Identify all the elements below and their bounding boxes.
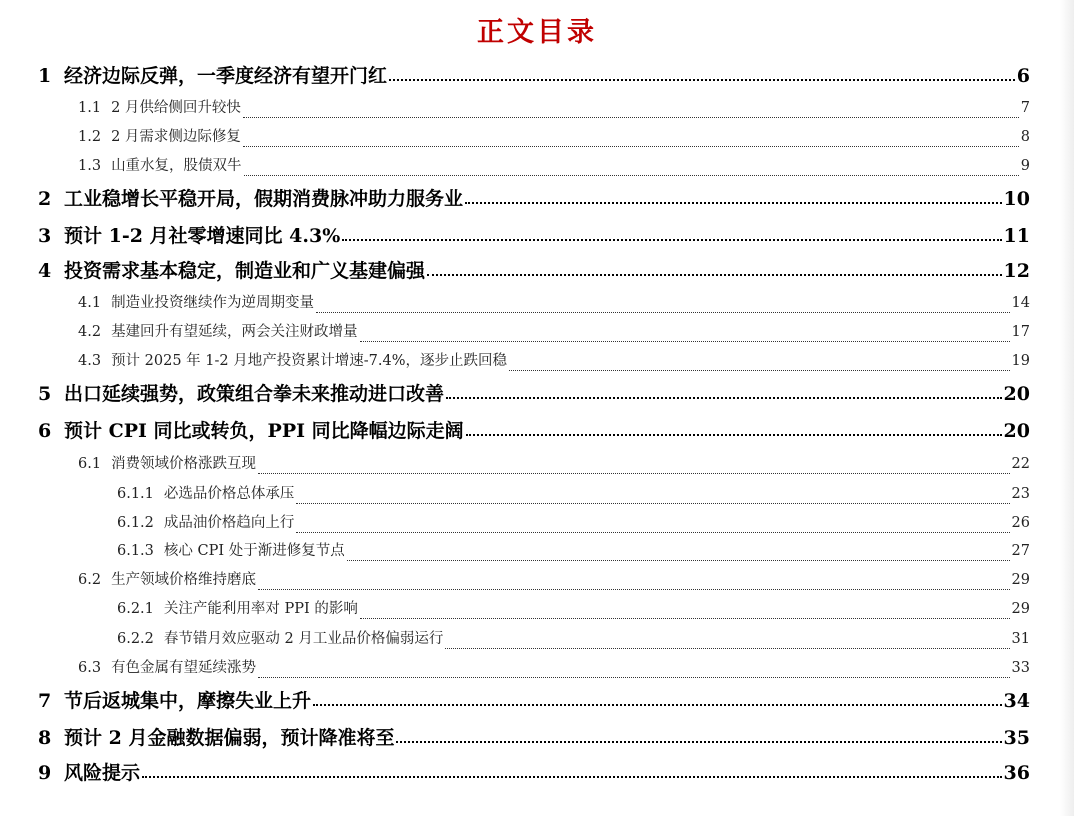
toc-dot-leader <box>142 776 1002 778</box>
toc-entry[interactable] <box>38 379 1030 405</box>
toc-entry-title: 节后返城集中，摩擦失业上升 <box>64 690 312 712</box>
toc-dot-leader <box>243 146 1019 147</box>
toc-entry-title: 2 月供给侧回升较快 <box>111 100 241 116</box>
toc-entry-page: 10 <box>1003 188 1030 210</box>
toc-entry-title: 制造业投资继续作为逆周期变量 <box>111 295 315 311</box>
toc-entry-page: 22 <box>1011 456 1030 472</box>
toc-dot-leader <box>465 202 1002 204</box>
toc-entry-number: 8 <box>38 727 52 749</box>
toc-entry-title: 预计 2 月金融数据偏弱，预计降准将至 <box>64 727 395 749</box>
toc-entry-page: 19 <box>1011 353 1030 369</box>
toc-entry-page: 20 <box>1003 420 1030 442</box>
toc-entry[interactable] <box>38 758 1030 784</box>
toc-entry-number: 6.3 <box>78 660 102 676</box>
toc-entry[interactable] <box>78 154 1030 180</box>
toc-entry-page: 31 <box>1011 631 1030 647</box>
toc-entry-number: 6.1.1 <box>117 486 154 502</box>
toc-entry[interactable] <box>78 125 1030 151</box>
toc-dot-leader <box>296 503 1009 504</box>
toc-entry-title: 2 月需求侧边际修复 <box>111 129 241 145</box>
toc-entry-number: 4.3 <box>78 353 102 369</box>
toc-entry-page: 8 <box>1020 129 1030 145</box>
toc-entry[interactable] <box>117 597 1030 623</box>
toc-dot-leader <box>244 175 1019 176</box>
toc-entry-number: 4 <box>38 260 52 282</box>
toc-entry-page: 9 <box>1020 158 1030 174</box>
toc-entry-title: 预计 2025 年 1-2 月地产投资累计增速-7.4%，逐步止跌回稳 <box>111 353 507 369</box>
toc-title: 正文目录 <box>477 17 597 48</box>
toc-entry-number: 2 <box>38 188 52 210</box>
toc-entry-number: 4.1 <box>78 295 102 311</box>
toc-entry[interactable] <box>78 452 1030 478</box>
toc-entry[interactable] <box>38 723 1030 749</box>
toc-entry-title: 基建回升有望延续，两会关注财政增量 <box>111 324 358 340</box>
toc-entry[interactable] <box>78 656 1030 682</box>
toc-entry-title: 生产领域价格维持磨底 <box>111 572 257 588</box>
toc-entry[interactable] <box>117 482 1030 508</box>
toc-dot-leader <box>509 370 1010 371</box>
toc-entry-number: 9 <box>38 762 52 784</box>
toc-entry[interactable] <box>78 568 1030 594</box>
toc-entry-title: 出口延续强势，政策组合拳未来推动进口改善 <box>64 383 445 405</box>
toc-entry-page: 26 <box>1011 515 1030 531</box>
toc-entry-title: 春节错月效应驱动 2 月工业品价格偏弱运行 <box>163 631 444 647</box>
toc-entry-page: 27 <box>1011 543 1030 559</box>
toc-dot-leader <box>258 589 1009 590</box>
toc-entry-title: 工业稳增长平稳开局，假期消费脉冲助力服务业 <box>64 188 464 210</box>
toc-entry-page: 29 <box>1011 572 1030 588</box>
toc-entry[interactable] <box>38 61 1030 87</box>
toc-dot-leader <box>360 618 1010 619</box>
toc-entry[interactable] <box>117 627 1030 653</box>
toc-entry-title: 预计 CPI 同比或转负，PPI 同比降幅边际走阔 <box>64 420 464 442</box>
toc-entry-number: 6.1.3 <box>117 543 154 559</box>
toc-entry-number: 1.2 <box>78 129 102 145</box>
toc-dot-leader <box>313 704 1002 706</box>
toc-entry[interactable] <box>78 349 1030 375</box>
toc-entry-page: 34 <box>1003 690 1030 712</box>
toc-entry-title: 必选品价格总体承压 <box>163 486 295 502</box>
toc-entry-page: 36 <box>1003 762 1030 784</box>
toc-entry-page: 29 <box>1011 601 1030 617</box>
toc-dot-leader <box>427 274 1002 276</box>
toc-entry[interactable] <box>38 221 1030 247</box>
toc-dot-leader <box>258 677 1009 678</box>
toc-entry-page: 6 <box>1016 65 1030 87</box>
toc-entry-page: 20 <box>1003 383 1030 405</box>
toc-entry-title: 风险提示 <box>64 762 141 784</box>
toc-entry-page: 33 <box>1011 660 1030 676</box>
toc-entry-page: 11 <box>1003 225 1030 247</box>
toc-entry-title: 投资需求基本稳定，制造业和广义基建偏强 <box>64 260 426 282</box>
toc-entry[interactable] <box>117 511 1030 537</box>
toc-entry-title: 核心 CPI 处于渐进修复节点 <box>163 543 345 559</box>
toc-entry[interactable] <box>38 256 1030 282</box>
toc-entry-title: 关注产能利用率对 PPI 的影响 <box>163 601 358 617</box>
toc-dot-leader <box>389 79 1015 81</box>
toc-entry-number: 6.1 <box>78 456 102 472</box>
toc-entry-number: 6.2.2 <box>117 631 154 647</box>
toc-entry[interactable] <box>38 184 1030 210</box>
toc-entry-title: 消费领域价格涨跌互现 <box>111 456 257 472</box>
toc-entry[interactable] <box>38 686 1030 712</box>
toc-entry-title: 经济边际反弹，一季度经济有望开门红 <box>64 65 388 87</box>
toc-entry-number: 1.3 <box>78 158 102 174</box>
toc-entry-number: 3 <box>38 225 52 247</box>
toc-entry-number: 4.2 <box>78 324 102 340</box>
toc-entry-title: 成品油价格趋向上行 <box>163 515 295 531</box>
toc-entry-number: 6 <box>38 420 52 442</box>
toc-entry-number: 6.1.2 <box>117 515 154 531</box>
toc-dot-leader <box>446 397 1002 399</box>
toc-entry[interactable] <box>117 539 1030 565</box>
toc-entry-title: 山重水复，股债双牛 <box>111 158 242 174</box>
toc-entry[interactable] <box>78 96 1030 122</box>
toc-entry-page: 14 <box>1011 295 1030 311</box>
toc-dot-leader <box>243 117 1019 118</box>
page-edge-shadow <box>1060 0 1074 816</box>
toc-dot-leader <box>396 741 1001 743</box>
toc-entry-number: 5 <box>38 383 52 405</box>
toc-entry[interactable] <box>38 416 1030 442</box>
toc-entry-title: 有色金属有望延续涨势 <box>111 660 257 676</box>
toc-entry-page: 17 <box>1011 324 1030 340</box>
toc-entry-number: 1 <box>38 65 52 87</box>
toc-dot-leader <box>360 341 1010 342</box>
toc-entry[interactable] <box>78 291 1030 317</box>
toc-entry-number: 6.2 <box>78 572 102 588</box>
toc-entry-page: 12 <box>1003 260 1030 282</box>
toc-entry-number: 6.2.1 <box>117 601 154 617</box>
toc-dot-leader <box>347 560 1010 561</box>
toc-dot-leader <box>258 473 1009 474</box>
toc-dot-leader <box>296 532 1009 533</box>
toc-dot-leader <box>466 434 1002 436</box>
toc-entry[interactable] <box>78 320 1030 346</box>
toc-entry-number: 7 <box>38 690 52 712</box>
toc-dot-leader <box>445 648 1009 649</box>
toc-dot-leader <box>316 312 1009 313</box>
toc-entry-page: 7 <box>1020 100 1030 116</box>
toc-dot-leader <box>342 239 1001 241</box>
toc-entry-title: 预计 1-2 月社零增速同比 4.3% <box>64 225 341 247</box>
toc-entry-page: 35 <box>1003 727 1030 749</box>
toc-entry-page: 23 <box>1011 486 1030 502</box>
toc-entry-number: 1.1 <box>78 100 102 116</box>
